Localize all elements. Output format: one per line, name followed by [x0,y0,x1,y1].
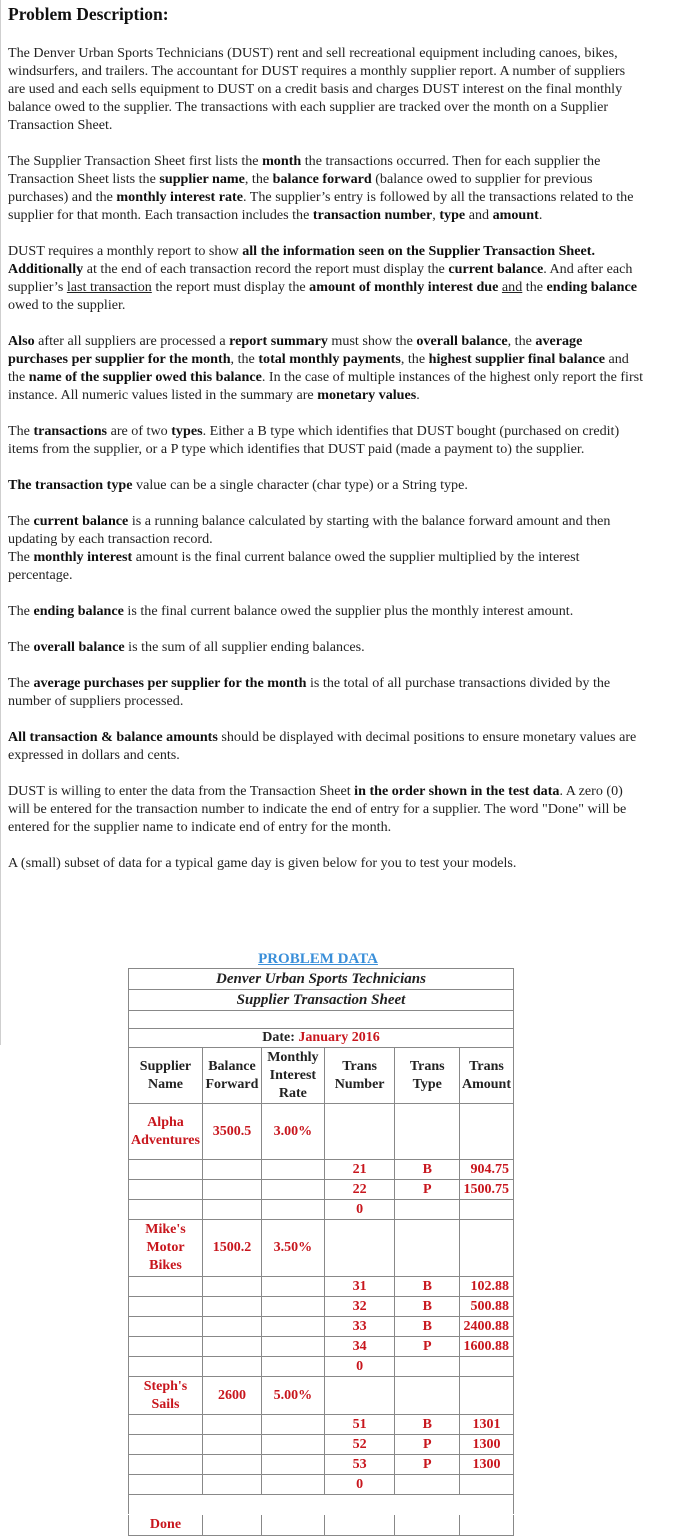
header-trans-amount: Trans Amount [460,1048,514,1104]
trans-number: 21 [324,1160,395,1180]
trans-type: B [395,1297,460,1317]
transaction-row [129,1277,514,1297]
trans-number: 33 [324,1317,395,1337]
balance-forward: 3500.5 [202,1104,261,1160]
table-title-company: Denver Urban Sports Technicians [129,969,514,990]
header-trans-type: Trans Type [395,1048,460,1104]
balance-forward: 1500.2 [202,1220,261,1277]
supplier-name: Steph's Sails [129,1377,203,1415]
transaction-row [129,1317,514,1337]
supplier-row [129,1377,514,1415]
trans-amount: 500.88 [460,1297,514,1317]
page-title: Problem Description: [8,4,169,24]
transaction-row [129,1337,514,1357]
transaction-end-row [129,1475,514,1495]
paragraph-current-balance: The current balance is a running balance calculated by starting with the balance forward amount and then updating by each transaction record. [8,513,611,547]
paragraph-transaction-types: The transactions are of two types. Either a B type which identifies that DUST bought (purchased on credit) items from the supplier, or a P type which identifies that DUST paid (made a payment to) the supplier. [8,423,620,457]
trans-amount: 102.88 [460,1277,514,1297]
header-interest-rate: Monthly Interest Rate [261,1048,324,1104]
document-body [8,0,644,872]
transaction-row [129,1160,514,1180]
transaction-row [129,1297,514,1317]
problem-data-section [128,950,514,1536]
transaction-row [129,1435,514,1455]
trans-number: 52 [324,1435,395,1455]
trans-number: 34 [324,1337,395,1357]
supplier-row [129,1104,514,1160]
trans-type: P [395,1337,460,1357]
paragraph-intro: The Denver Urban Sports Technicians (DUST) rent and sell recreational equipment including canoes, bikes, windsurfers, and trailers. The accountant for DUST requires a monthly supplier report. A number of suppliers are used and each sells equipment to DUST on a credit basis and charges DUST interest on the final monthly balance owed to the supplier. The transactions with each supplier are tracked over the month on a Supplier Transaction Sheet. [8,45,626,133]
header-balance-forward: Balance Forward [202,1048,261,1104]
trans-amount: 904.75 [460,1160,514,1180]
trans-amount: 1600.88 [460,1337,514,1357]
trans-number: 0 [324,1357,395,1377]
paragraph-data-entry: DUST is willing to enter the data from the Transaction Sheet in the order shown in the test data. A zero (0) will be entered for the transaction number to indicate the end of entry for a supplier. The word "Done" will be entered for the supplier name to indicate end of entry for the month. [8,783,627,835]
interest-rate: 5.00% [261,1377,324,1415]
done-row [129,1515,514,1536]
paragraph-report-requirements: DUST requires a monthly report to show all the information seen on the Supplier Transaction Sheet. Additionally at the end of each transaction record the report must display the current balance. And after each supplier’s last transaction the report must display the amount of monthly interest due and the ending balance owed to the supplier. [8,243,638,313]
transaction-row [129,1415,514,1435]
transaction-end-row [129,1200,514,1220]
done-marker: Done [129,1515,203,1536]
table-title-sheet: Supplier Transaction Sheet [129,990,514,1011]
transaction-row [129,1455,514,1475]
header-trans-number: Trans Number [324,1048,395,1104]
balance-forward: 2600 [202,1377,261,1415]
transaction-row [129,1180,514,1200]
trans-amount: 1300 [460,1455,514,1475]
trans-type: B [395,1160,460,1180]
trans-number: 32 [324,1297,395,1317]
trans-type: P [395,1455,460,1475]
trans-number: 22 [324,1180,395,1200]
trans-amount: 1301 [460,1415,514,1435]
transaction-end-row [129,1357,514,1377]
table-date: Date: January 2016 [129,1029,514,1048]
paragraph-decimal-display: All transaction & balance amounts should be displayed with decimal positions to ensure monetary values are expressed in dollars and cents. [8,729,637,763]
trans-type: B [395,1415,460,1435]
supplier-name: Alpha Adventures [129,1104,203,1160]
trans-type: P [395,1435,460,1455]
paragraph-type-value: The transaction type value can be a single character (char type) or a String type. [8,477,468,493]
table-spacer [129,1011,514,1029]
supplier-transaction-table [128,968,514,1536]
trans-number: 53 [324,1455,395,1475]
supplier-name: Mike's Motor Bikes [129,1220,203,1277]
paragraph-average-purchases: The average purchases per supplier for the month is the total of all purchase transactions divided by the number of suppliers processed. [8,675,611,709]
trans-type: P [395,1180,460,1200]
trans-type: B [395,1277,460,1297]
interest-rate: 3.00% [261,1104,324,1160]
paragraph-monthly-interest: The monthly interest amount is the final current balance owed the supplier multiplied by the interest percentage. [8,549,580,583]
paragraph-overall-balance: The overall balance is the sum of all supplier ending balances. [8,639,365,655]
trans-type: B [395,1317,460,1337]
page-left-rule [0,0,1,1045]
interest-rate: 3.50% [261,1220,324,1277]
paragraph-test-data: A (small) subset of data for a typical game day is given below for you to test your models. [8,855,517,871]
supplier-row [129,1220,514,1277]
trans-amount: 1500.75 [460,1180,514,1200]
trans-number: 0 [324,1475,395,1495]
trans-number: 51 [324,1415,395,1435]
trans-amount: 2400.88 [460,1317,514,1337]
paragraph-report-summary: Also after all suppliers are processed a report summary must show the overall balance, the average purchases per supplier for the month, the total monthly payments, the highest supplier final balance and the name of the supplier owed this balance. In the case of multiple instances of the highest only report the first instance. All numeric values listed in the summary are monetary values. [8,333,644,403]
trans-amount: 1300 [460,1435,514,1455]
trans-number: 0 [324,1200,395,1220]
paragraph-sheet-contents: The Supplier Transaction Sheet first lists the month the transactions occurred. Then for each supplier the Transaction Sheet lists the supplier name, the balance forward (balance owed to supplier for previous purchases) and the monthly interest rate. The supplier’s entry is followed by all the transactions related to the supplier for that month. Each transaction includes the transaction number, type and amount. [8,153,634,223]
paragraph-ending-balance: The ending balance is the final current balance owed the supplier plus the monthly interest amount. [8,603,574,619]
problem-data-link[interactable]: PROBLEM DATA [258,951,378,967]
trans-number: 31 [324,1277,395,1297]
header-supplier-name: Supplier Name [129,1048,203,1104]
